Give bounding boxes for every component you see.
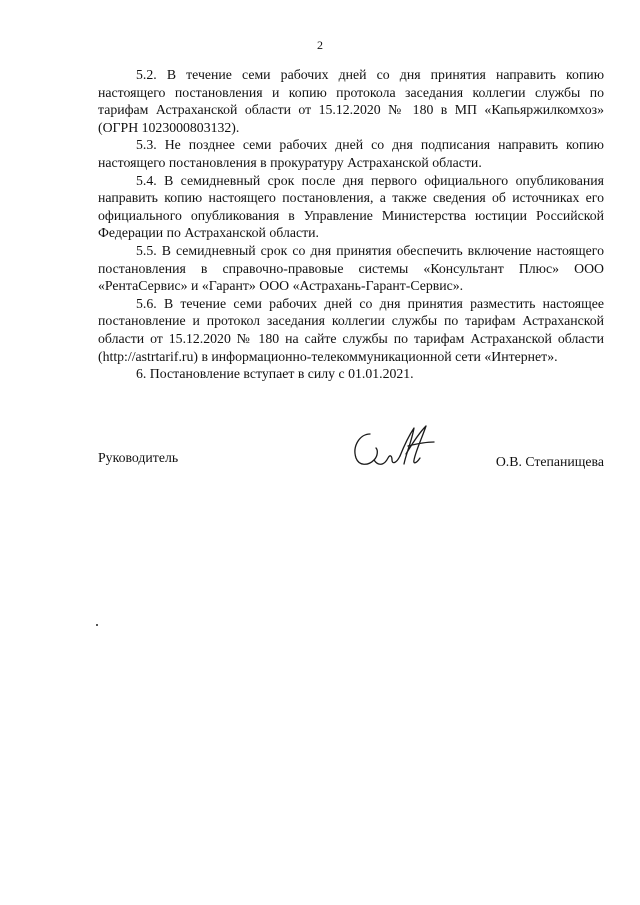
paragraph-6: 6. Постановление вступает в силу с 01.01.2021.: [136, 366, 414, 382]
page-number: 2: [317, 38, 323, 52]
signatory-name: О.В. Степанищева: [495, 454, 604, 469]
paragraph-5-6: 5.6. В течение семи рабочих дней со дня принятия разместить настоящее постановление и протокол заседания коллегии службы по тарифам Астраханской области от 15.12.2020 № 180 на сайте службы по тарифам Астраханской области (http://astrtarif.ru) в информационно-телекоммуникационной сети «Интернет».: [98, 295, 604, 364]
signatory-title: Руководитель: [98, 450, 179, 465]
signature-block: [98, 420, 604, 480]
paragraph-5-5: 5.5. В семидневный срок со дня принятия обеспечить включение настоящего постановления в справочно-правовые системы «Консультант Плюс» ООО «РентаСервис» и «Гарант» ООО «Астрахань-Гарант-Сервис».: [98, 242, 604, 294]
handwritten-signature: [348, 420, 444, 480]
paragraph-5-3: 5.3. Не позднее семи рабочих дней со дня подписания направить копию настоящего постановления в прокуратуру Астраханской области.: [98, 137, 604, 170]
paragraph-5-2: 5.2. В течение семи рабочих дней со дня принятия направить копию настоящего постановления и копию протокола заседания коллегии службы по тарифам Астраханской области от 15.12.2020 № 180 в МП «Капьяржилкомхоз» (ОГРН 1023000803132).: [98, 67, 604, 135]
document-body: [98, 66, 604, 383]
scan-speck: [96, 624, 98, 626]
paragraph-5-4: 5.4. В семидневный срок после дня первого официального опубликования направить копию настоящего постановления, а также сведения об источниках его официального опубликования в Управление Министерства юстиции Российской Федерации по Астраханской области.: [98, 172, 604, 241]
